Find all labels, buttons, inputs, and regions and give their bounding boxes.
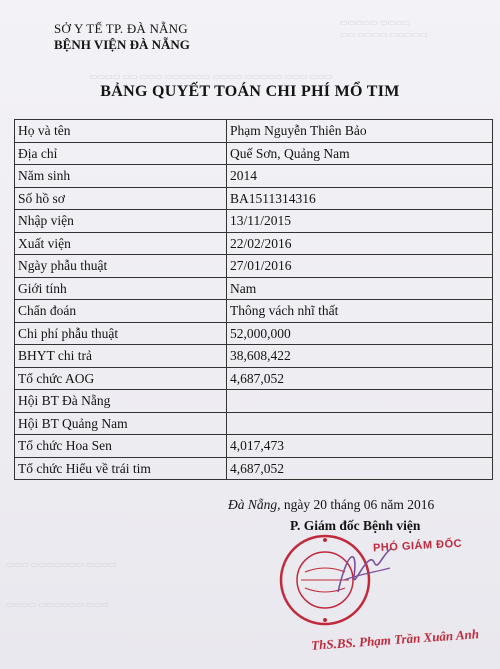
table-row — [15, 322, 493, 345]
row-label: Chi phí phẫu thuật — [15, 322, 227, 345]
row-value — [227, 412, 493, 435]
row-value: 2014 — [227, 165, 493, 188]
row-label: Xuất viện — [15, 232, 227, 255]
signer-role: PHÓ GIÁM ĐỐC — [372, 537, 463, 555]
table-row — [15, 300, 493, 323]
row-label: Hội BT Đà Nẵng — [15, 390, 227, 413]
row-value: 13/11/2015 — [227, 210, 493, 233]
signer-name: ThS.BS. Phạm Trần Xuân Anh — [310, 626, 480, 653]
row-value: 22/02/2016 — [227, 232, 493, 255]
row-label: Nhập viện — [15, 210, 227, 233]
row-label: Số hồ sơ — [15, 187, 227, 210]
signer-title: P. Giám đốc Bệnh viện — [290, 518, 421, 533]
row-label: Họ và tên — [15, 120, 227, 143]
date-text: ngày 20 tháng 06 năm 2016 — [280, 497, 435, 512]
row-value: 4,687,052 — [227, 457, 493, 480]
row-label: Tổ chức Hoa Sen — [15, 435, 227, 458]
row-label: Hội BT Quảng Nam — [15, 412, 227, 435]
cost-table-body — [15, 120, 493, 480]
table-row — [15, 165, 493, 188]
table-row — [15, 255, 493, 278]
table-row — [15, 120, 493, 143]
table-row — [15, 345, 493, 368]
row-label: Năm sinh — [15, 165, 227, 188]
row-label: Giới tính — [15, 277, 227, 300]
row-value: Quế Sơn, Quảng Nam — [227, 142, 493, 165]
row-value: 4,687,052 — [227, 367, 493, 390]
row-label: Chẩn đoán — [15, 300, 227, 323]
issuer-department: SỞ Y TẾ TP. ĐÀ NẴNG — [54, 21, 188, 36]
row-value: 4,017,473 — [227, 435, 493, 458]
row-value — [227, 390, 493, 413]
table-row — [15, 187, 493, 210]
row-value: BA1511314316 — [227, 187, 493, 210]
table-row — [15, 390, 493, 413]
table-row — [15, 142, 493, 165]
date-place: Đà Nẵng, — [228, 497, 281, 512]
table-row — [15, 277, 493, 300]
cost-table — [14, 119, 493, 480]
row-value: Phạm Nguyễn Thiên Bảo — [227, 120, 493, 143]
row-label: Ngày phẫu thuật — [15, 255, 227, 278]
row-label: BHYT chi trả — [15, 345, 227, 368]
row-value: 52,000,000 — [227, 322, 493, 345]
row-value: 38,608,422 — [227, 345, 493, 368]
table-row — [15, 435, 493, 458]
table-row — [15, 367, 493, 390]
date-line — [228, 497, 434, 513]
bleed-through-texture: ▭▭ ▭▭▭▭ ▭▭▭▭▭ — [340, 30, 428, 39]
bleed-through-texture: ▭▭▭▭ ▭▭▭▭▭▭ ▭▭▭ — [6, 600, 109, 609]
bleed-through-texture: ▭▭▭ ▭▭▭▭▭▭▭ ▭▭▭▭ — [6, 560, 117, 569]
row-label: Địa chỉ — [15, 142, 227, 165]
row-label: Tổ chức AOG — [15, 367, 227, 390]
row-label: Tổ chức Hiểu về trái tim — [15, 457, 227, 480]
bleed-through-texture: ▭▭▭▭▭ ▭▭▭▭ — [340, 18, 411, 27]
row-value: Nam — [227, 277, 493, 300]
issuer-header — [54, 21, 234, 53]
row-value: Thông vách nhĩ thất — [227, 300, 493, 323]
table-row — [15, 457, 493, 480]
table-row — [15, 412, 493, 435]
bleed-through-texture: ▭▭▭▭ ▭▭ ▭▭▭ ▭▭▭▭▭▭ ▭▭▭▭ ▭▭▭▭▭ ▭▭▭ ▭▭▭ — [90, 72, 333, 81]
table-row — [15, 210, 493, 233]
row-value: 27/01/2016 — [227, 255, 493, 278]
issuer-hospital: BỆNH VIỆN ĐÀ NẴNG — [54, 37, 190, 52]
document-title: BẢNG QUYẾT TOÁN CHI PHÍ MỔ TIM — [100, 83, 400, 100]
table-row — [15, 232, 493, 255]
